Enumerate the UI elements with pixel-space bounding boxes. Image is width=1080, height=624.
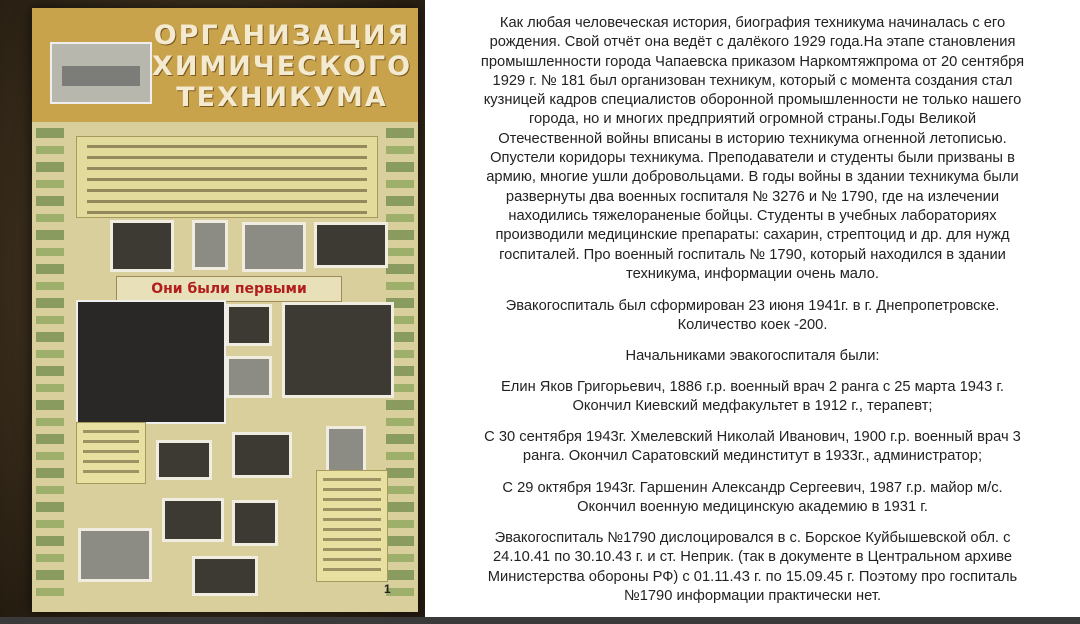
- poster-photo-collage: [76, 300, 226, 424]
- poster-page-number: 1: [384, 582, 391, 596]
- poster-title: ОРГАНИЗАЦИЯ ХИМИЧЕСКОГО ТЕХНИКУМА: [152, 20, 413, 113]
- poster-photo: [192, 556, 258, 596]
- article-text-area: [425, 0, 1080, 617]
- article-paragraph-history: Как любая человеческая история, биография техникума начиналась с его рождения. Свой отчёт она ведёт с далёкого 1929 года.На этапе становления промышленности города Чапаевска приказом Наркомтяжпрома от 20 сентября 1929 г. № 181 был организован техникум, который с момента создания стал кузницей кадров специалистов оборонной промышленности не только нашего города, но и многих предприятий огромной страны.Годы Великой Отечественной войны вписаны в историю техникума огненной летописью. Опустели коридоры техникума. Преподаватели и студенты были призваны в армию, многие ушли добровольцами. В годы войны в здании техникума были развернуты два военных госпиталя № 3276 и № 1790, где на излечении находились тяжелораненые бойцы. Студенты в учебных лабораториях производили медицинские препараты: сахарин, стрептоцид и др. для нужд госпиталей. Про военный госпиталь № 1790, который находился в здании техникума, информации очень мало.: [480, 15, 1025, 282]
- poster-note: [316, 470, 388, 582]
- poster-text-panel: [76, 136, 378, 218]
- poster-photo: [232, 500, 278, 546]
- article-paragraph-location: Эвакогоспиталь №1790 дислоцировался в с. Борское Куйбышевской обл. с 24.10.41 по 30.10.43 г. и ст. Неприк. (так в документе в Центральном архиве Министерства обороны РФ) с 01.11.43 г. по 15.09.45 г. Поэтому про госпиталь №1790 информации практически нет.: [487, 530, 1018, 604]
- poster-photo: [232, 432, 292, 478]
- poster-group-photo: [282, 302, 394, 398]
- article-paragraph-heads-intro: Начальниками эвакогоспиталя были:: [625, 348, 880, 364]
- article-paragraph-head-2: С 30 сентября 1943г. Хмелевский Николай Иванович, 1900 г.р. военный врач 3 ранга. Окончил Саратовский мединститут в 1933г., администратор;: [484, 429, 1021, 465]
- poster-photo: [314, 222, 388, 268]
- poster-photo: [192, 220, 228, 270]
- poster-photo: [242, 222, 306, 272]
- article-paragraph-head-3: С 29 октября 1943г. Гаршенин Александр Сергеевич, 1987 г.р. майор м/с. Окончил военную медицинскую академию в 1931 г.: [502, 480, 1003, 516]
- poster-banner: Они были первыми: [116, 276, 342, 302]
- exhibit-board: [32, 8, 418, 612]
- poster-portrait: [326, 426, 366, 476]
- poster-photo: [226, 304, 272, 346]
- museum-stand-photo: [0, 0, 425, 624]
- left-vine-ornament: [36, 128, 64, 598]
- poster-photo: [226, 356, 272, 398]
- article-paragraph-formation: Эвакогоспиталь был сформирован 23 июня 1941г. в г. Днепропетровске. Количество коек -200.: [505, 298, 1000, 334]
- poster-header-image: [50, 42, 152, 104]
- article-paragraph-head-1: Елин Яков Григорьевич, 1886 г.р. военный врач 2 ранга с 25 марта 1943 г. Окончил Киевский медфакультет в 1912 г., терапевт;: [501, 379, 1004, 415]
- poster-header: [32, 8, 418, 122]
- poster-photo: [156, 440, 212, 480]
- poster-note: [76, 422, 146, 484]
- poster-building-photo: [78, 528, 152, 582]
- poster-photo: [110, 220, 174, 272]
- poster-photo: [162, 498, 224, 542]
- bottom-bar: [0, 617, 1080, 624]
